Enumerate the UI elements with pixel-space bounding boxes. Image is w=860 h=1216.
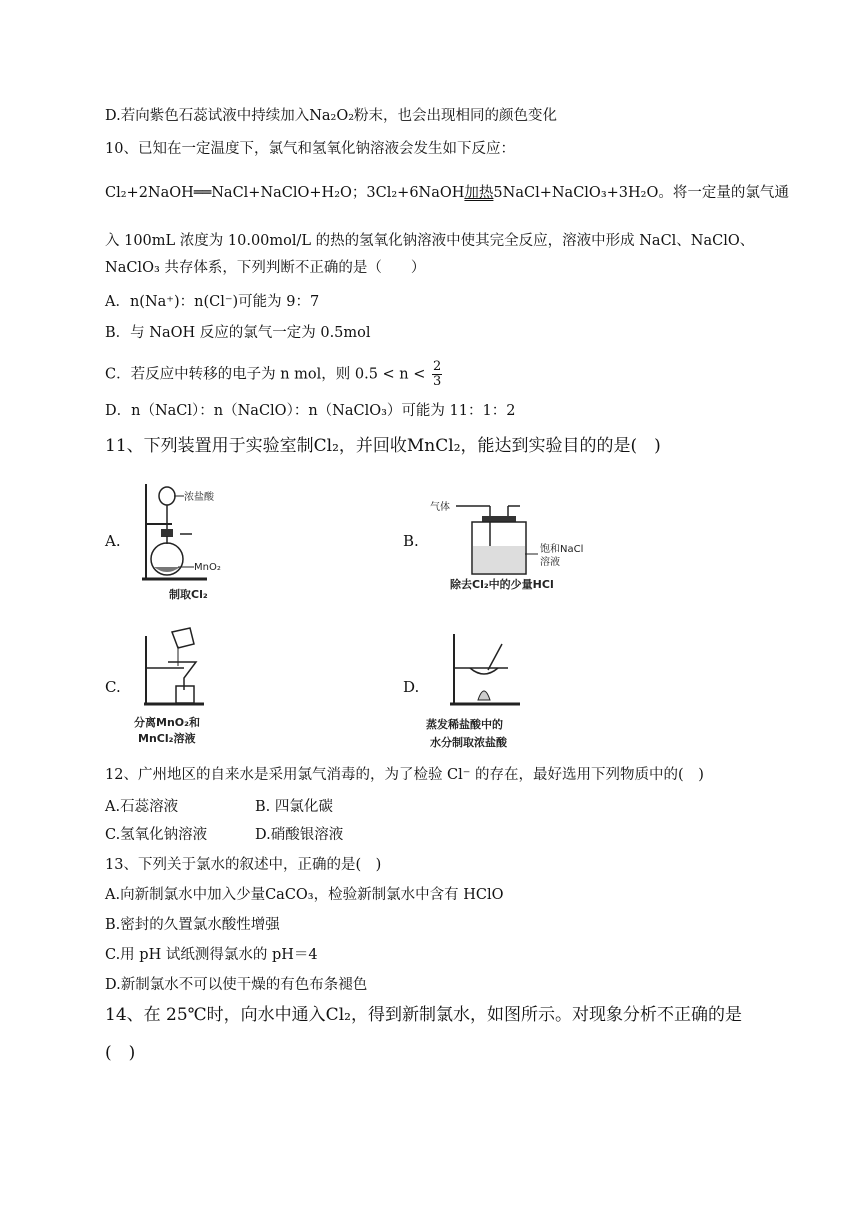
figure-c-caption-1: 分离MnO₂和 [134,716,200,729]
q10-line3: NaClO₃ 共存体系，下列判断不正确的是（ ） [105,260,426,276]
fraction-numerator: 2 [433,359,442,374]
q12-stem: 12、广州地区的自来水是采用氯气消毒的，为了检验 Cl⁻ 的存在，最好选用下列物质中的( ) [105,767,704,783]
figure-d-caption-2: 水分制取浓盐酸 [430,736,507,749]
q11-label-c: C. [105,678,121,696]
q12-option-c: C.氢氧化钠溶液 [105,827,208,843]
q10-stem: 10、已知在一定温度下，氯气和氢氧化钠溶液会发生如下反应： [105,141,515,157]
q14-stem: 14、在 25℃时，向水中通入Cl₂，得到新制氯水，如图所示。对现象分析不正确的是 [105,1005,742,1025]
q13-stem: 13、下列关于氯水的叙述中，正确的是( ) [105,857,382,873]
q11-label-d: D. [403,678,420,696]
figure-b-caption: 除去Cl₂中的少量HCl [450,578,554,591]
q10-equation-part2: 5NaCl+NaClO₃+3H₂O。将一定量的氯气通 [493,185,789,201]
q13-option-d: D.新制氯水不可以使干燥的有色布条褪色 [105,977,368,993]
figure-d-caption-1: 蒸发稀盐酸中的 [426,718,503,731]
figure-b-gas-label: 气体 [430,502,450,513]
figure-c-apparatus [134,626,244,750]
q11-label-a: A. [105,532,121,550]
figure-a-caption: 制取Cl₂ [169,588,208,601]
q14-paren: ( ) [105,1043,136,1063]
figure-c-caption-2: MnCl₂溶液 [138,732,196,745]
q12-option-b: B. 四氯化碳 [255,799,333,815]
figure-b-solution-label: 饱和NaCl [540,544,584,555]
q10-option-c [105,360,442,389]
q10-option-b: B．与 NaOH 反应的氯气一定为 0.5mol [105,325,371,341]
q13-option-b: B.密封的久置氯水酸性增强 [105,917,280,933]
q10-option-c-fraction [432,360,442,389]
q9-option-d: D.若向紫色石蕊试液中持续加入Na₂O₂粉末，也会出现相同的颜色变化 [105,108,558,124]
q12-option-a: A.石蕊溶液 [105,799,179,815]
q11-label-b: B. [403,532,419,550]
figure-a-solid-label: MnO₂ [194,562,221,573]
q12-option-d: D.硝酸银溶液 [255,827,344,843]
fraction-denominator: 3 [433,374,442,389]
figure-b-solution-label-2: 溶液 [540,557,560,568]
q10-equation-part1: Cl₂+2NaOH══NaCl+NaClO+H₂O；3Cl₂+6NaOH [105,185,465,201]
q10-option-a: A．n(Na⁺)：n(Cl⁻)可能为 9：7 [105,294,320,310]
figure-a-apparatus [132,474,242,604]
q10-equation [105,183,789,203]
q11-stem: 11、下列装置用于实验室制Cl₂，并回收MnCl₂，能达到实验目的的是( ) [105,436,661,456]
q10-line2: 入 100mL 浓度为 10.00mol/L 的热的氢氧化钠溶液中使其完全反应，溶液中形成 NaCl、NaClO、 [105,233,755,249]
figure-d-apparatus [422,630,542,754]
figure-a-reagent-label: 浓盐酸 [184,492,214,503]
figure-b-apparatus [428,494,588,594]
q13-option-c: C.用 pH 试纸测得氯水的 pH＝4 [105,947,318,963]
q10-option-d: D．n（NaCl）：n（NaClO）：n（NaClO₃）可能为 11：1：2 [105,403,516,419]
q10-equation-condition: 加热 [464,185,494,201]
q10-option-c-text: C．若反应中转移的电子为 n mol，则 0.5 < n < [105,366,426,383]
q13-option-a: A.向新制氯水中加入少量CaCO₃，检验新制氯水中含有 HClO [105,887,504,903]
